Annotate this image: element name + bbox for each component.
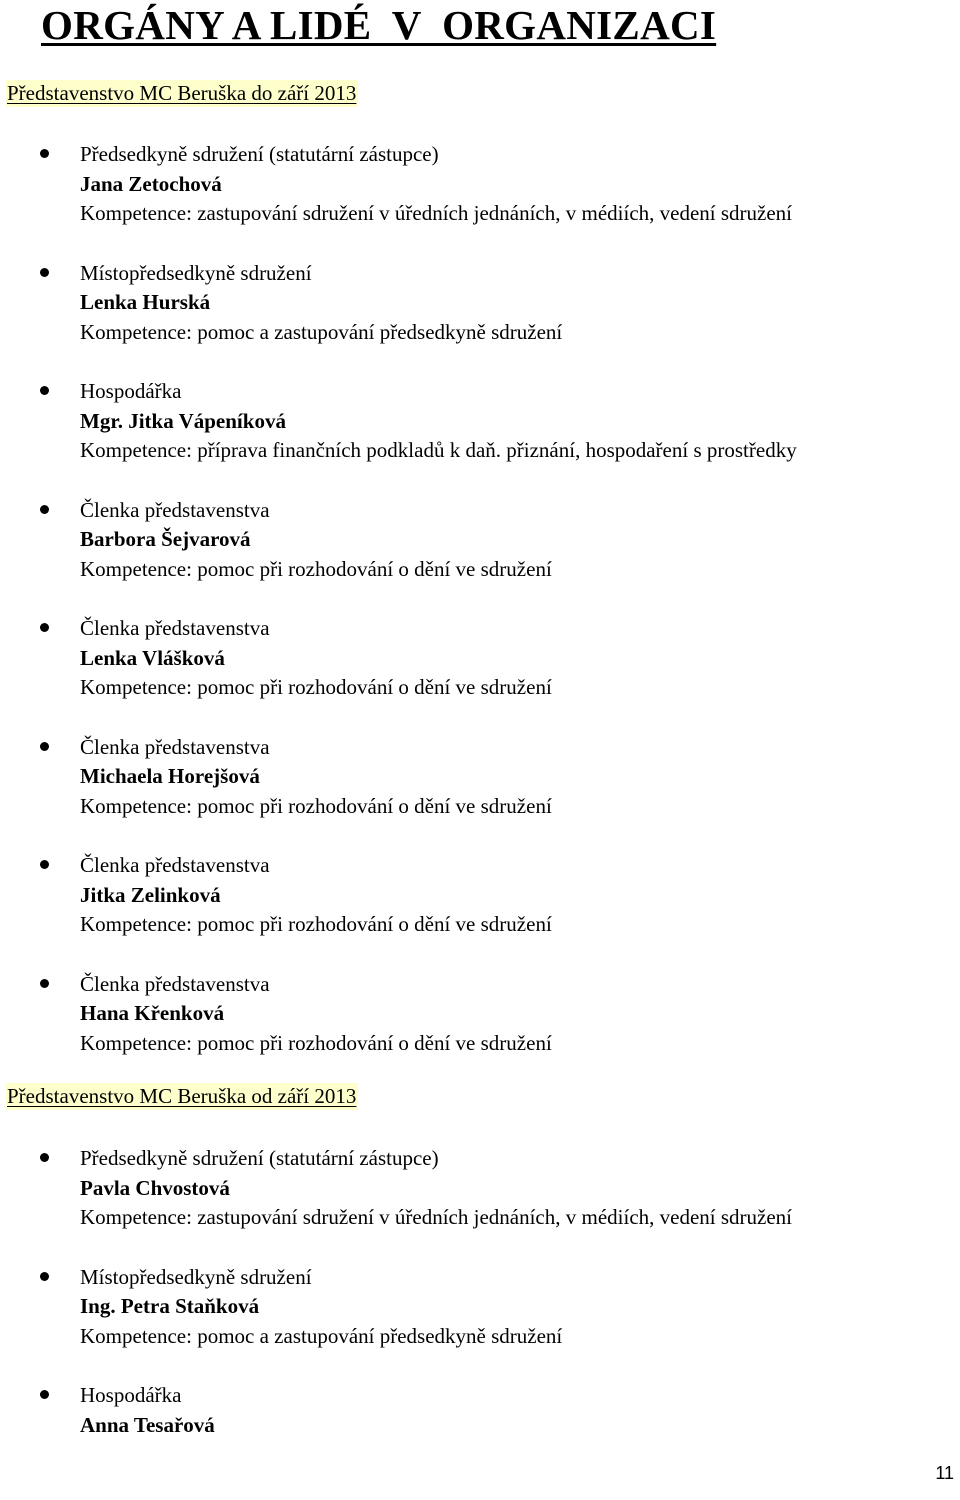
member-role: Místopředsedkyně sdružení	[80, 1264, 312, 1289]
member-competence: Kompetence: pomoc při rozhodování o dění ve sdružení	[80, 793, 552, 818]
bullet-icon	[40, 268, 49, 277]
member-role: Členka představenstva	[80, 853, 270, 877]
page-title: ORGÁNY A LIDÉ V ORGANIZACI	[41, 2, 717, 48]
bullet-icon	[40, 623, 49, 632]
member-name: Lenka Vlášková	[80, 645, 225, 670]
page-number: 11	[935, 1463, 954, 1483]
bullet-icon	[40, 742, 49, 751]
member-role: Předsedkyně sdružení (statutární zástupce)	[80, 142, 439, 166]
member-name: Pavla Chvostová	[80, 1175, 230, 1200]
member-list-before-2013	[0, 140, 960, 1088]
member-name: Lenka Hurská	[80, 290, 211, 314]
bullet-icon	[40, 1153, 49, 1162]
list-item	[0, 140, 960, 259]
list-item	[0, 1381, 960, 1500]
section-heading-from-2013: Představenstvo MC Beruška od září 2013	[7, 1084, 357, 1108]
bullet-icon	[40, 1272, 49, 1281]
member-list-from-2013	[0, 1144, 960, 1500]
member-competence: Kompetence: pomoc a zastupování předsedkyně sdružení	[80, 1323, 563, 1348]
member-competence: Kompetence: příprava finančních podkladů k daň. přiznání, hospodaření s prostředky	[80, 438, 797, 462]
member-name: Anna Tesařová	[80, 1412, 215, 1437]
list-item	[0, 377, 960, 496]
member-role: Místopředsedkyně sdružení	[80, 260, 312, 285]
bullet-icon	[40, 149, 49, 158]
member-role: Členka představenstva	[80, 497, 270, 522]
member-role: Členka představenstva	[80, 616, 270, 640]
bullet-icon	[40, 505, 49, 514]
list-item	[0, 259, 960, 378]
member-competence: Kompetence: zastupování sdružení v úředních jednáních, v médiích, vedení sdružení	[80, 1205, 793, 1229]
list-item	[0, 614, 960, 733]
member-role: Hospodářka	[80, 1383, 182, 1407]
member-name: Ing. Petra Staňková	[80, 1294, 260, 1318]
bullet-icon	[40, 386, 49, 395]
list-item	[0, 496, 960, 615]
member-competence: Kompetence: pomoc a zastupování předsedkyně sdružení	[80, 319, 563, 344]
list-item	[0, 1263, 960, 1382]
member-name: Barbora Šejvarová	[80, 527, 251, 551]
member-competence: Kompetence: zastupování sdružení v úředních jednáních, v médiích, vedení sdružení	[80, 201, 793, 225]
bullet-icon	[40, 979, 49, 988]
member-name: Hana Křenková	[80, 1001, 225, 1025]
member-competence: Kompetence: pomoc při rozhodování o dění ve sdružení	[80, 675, 552, 699]
list-item	[0, 1144, 960, 1263]
member-name: Mgr. Jitka Vápeníková	[80, 408, 286, 433]
member-competence: Kompetence: pomoc při rozhodování o dění ve sdružení	[80, 1030, 552, 1055]
member-name: Jitka Zelinková	[80, 882, 221, 907]
member-name: Jana Zetochová	[80, 171, 222, 196]
bullet-icon	[40, 1390, 49, 1399]
member-role: Členka představenstva	[80, 971, 270, 996]
bullet-icon	[40, 860, 49, 869]
list-item	[0, 733, 960, 852]
member-role: Předsedkyně sdružení (statutární zástupce)	[80, 1146, 439, 1170]
member-name: Michaela Horejšová	[80, 764, 260, 788]
member-role: Členka představenstva	[80, 734, 270, 759]
member-role: Hospodářka	[80, 379, 182, 403]
list-item	[0, 970, 960, 1089]
list-item	[0, 851, 960, 970]
section-heading-before-2013: Představenstvo MC Beruška do září 2013	[7, 81, 357, 105]
member-competence: Kompetence: pomoc při rozhodování o dění ve sdružení	[80, 912, 552, 936]
member-competence: Kompetence: pomoc při rozhodování o dění ve sdružení	[80, 556, 552, 581]
